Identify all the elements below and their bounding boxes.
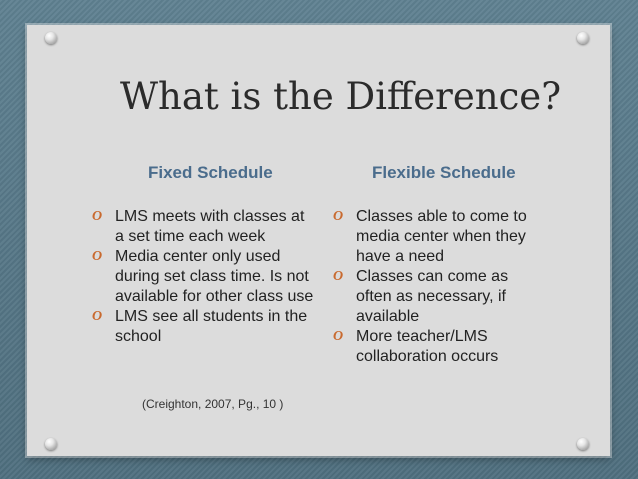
bullet-text: More teacher/LMS collaboration occurs	[356, 328, 499, 365]
bullet-icon: O	[92, 249, 103, 264]
fixed-schedule-list	[92, 207, 317, 347]
pin-icon	[577, 32, 589, 44]
pin-icon	[45, 32, 57, 44]
list-item	[92, 307, 317, 347]
bullet-text: Media center only used during set class time. Is not available for other class use	[115, 248, 314, 305]
flexible-schedule-list	[333, 207, 548, 367]
bullet-icon: O	[333, 209, 344, 224]
pin-icon	[577, 438, 589, 450]
list-item	[333, 267, 548, 327]
list-item	[333, 327, 548, 367]
list-item	[92, 247, 317, 307]
list-item	[333, 207, 548, 267]
bullet-icon: O	[333, 329, 344, 344]
bullet-icon: O	[333, 269, 344, 284]
citation: (Creighton, 2007, Pg., 10 )	[142, 397, 284, 411]
bullet-icon: O	[92, 309, 103, 324]
pin-icon	[45, 438, 57, 450]
flexible-schedule-heading: Flexible Schedule	[372, 163, 516, 182]
bullet-text: LMS see all students in the school	[115, 308, 308, 345]
bullet-text: Classes can come as often as necessary, if available	[356, 268, 509, 325]
bullet-text: Classes able to come to media center when they have a need	[356, 208, 527, 265]
list-item	[92, 207, 317, 247]
bullet-text: LMS meets with classes at a set time each week	[115, 208, 305, 245]
slide-title: What is the Difference?	[120, 75, 562, 118]
bullet-icon: O	[92, 209, 103, 224]
fixed-schedule-heading: Fixed Schedule	[148, 163, 273, 182]
